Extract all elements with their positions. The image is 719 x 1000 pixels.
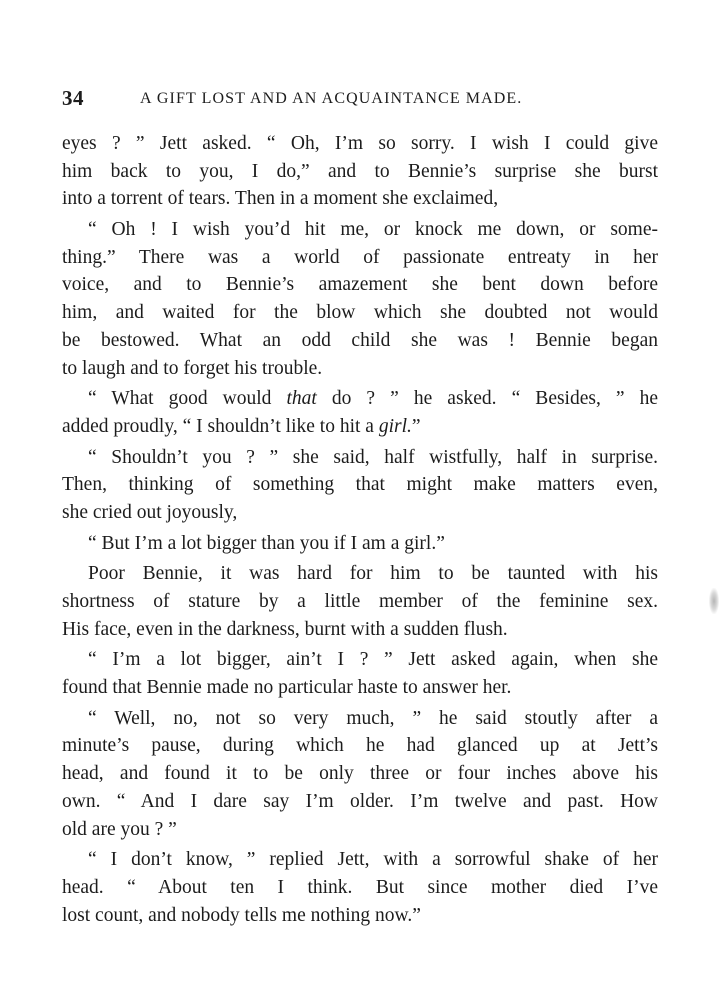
text-line <box>62 760 658 788</box>
text-segment: she cried out joyously, <box>62 501 238 523</box>
text-segment: “ I don’t know, ” replied Jett, with a sorrowful shake of her <box>88 849 658 871</box>
text-segment: His face, even in the darkness, burnt with a sudden flush. <box>62 618 508 640</box>
text-line <box>62 646 658 674</box>
text-line <box>62 130 658 158</box>
text-segment: added proudly, “ I shouldn’t like to hit a <box>62 415 379 437</box>
text-line <box>62 674 658 702</box>
text-line <box>62 902 658 930</box>
text-segment: into a torrent of tears. Then in a moment she exclaimed, <box>62 188 499 210</box>
text-segment: “ Oh ! I wish you’d hit me, or knock me down, or some- <box>88 219 658 241</box>
text-segment: “ Shouldn’t you ? ” she said, half wistfully, half in surprise. <box>88 446 658 468</box>
text-segment: ” <box>411 415 421 437</box>
text-segment: minute’s pause, during which he had glanced up at Jett’s <box>62 735 658 757</box>
italic-text: girl. <box>378 415 412 437</box>
text-segment: be bestowed. What an odd child she was ! Bennie began <box>62 329 658 351</box>
text-line <box>62 327 658 355</box>
text-line <box>62 158 658 186</box>
page-number: 34 <box>62 86 84 110</box>
text-segment: own. “ And I dare say I’m older. I’m twelve and past. How <box>62 790 658 812</box>
running-head: A GIFT LOST AND AN ACQUAINTANCE MADE. <box>140 90 523 107</box>
text-segment: head. “ About ten I think. But since mother died I’ve <box>62 876 658 898</box>
text-line <box>62 874 658 902</box>
text-segment: “ I’m a lot bigger, ain’t I ? ” Jett asked again, when she <box>88 649 658 671</box>
text-segment: shortness of stature by a little member of the feminine sex. <box>62 591 658 612</box>
text-line <box>62 588 658 616</box>
text-line <box>62 616 658 644</box>
text-segment: Poor Bennie, it was hard for him to be taunted with his <box>88 563 658 585</box>
text-line <box>62 185 658 213</box>
text-segment: old are you ? ” <box>62 818 177 840</box>
text-line <box>62 705 658 733</box>
text-line <box>62 444 658 472</box>
page-smudge <box>709 588 719 614</box>
text-line <box>62 471 658 499</box>
body-text <box>62 130 658 929</box>
text-line <box>62 499 658 527</box>
text-segment: him back to you, I do,” and to Bennie’s surprise she burst <box>62 160 658 182</box>
text-line <box>62 530 658 558</box>
text-line <box>62 299 658 327</box>
text-line <box>62 216 658 244</box>
text-line <box>62 355 658 383</box>
text-line <box>62 413 658 441</box>
text-segment: head, and found it to be only three or four inches above his <box>62 763 658 785</box>
text-segment: voice, and to Bennie’s amazement she bent down before <box>62 274 658 296</box>
text-segment: “ Well, no, not so very much, ” he said stoutly after a <box>88 707 658 729</box>
text-line <box>62 385 658 413</box>
text-segment: thing.” There was a world of passionate entreaty in her <box>62 246 658 268</box>
text-segment: found that Bennie made no particular haste to answer her. <box>62 677 512 699</box>
text-line <box>62 788 658 816</box>
text-line <box>62 560 658 588</box>
text-segment: to laugh and to forget his trouble. <box>62 357 323 379</box>
text-segment: “ What good would <box>88 388 287 410</box>
text-line <box>62 244 658 272</box>
page-header <box>62 86 662 116</box>
text-segment: “ But I’m a lot bigger than you if I am a girl.” <box>88 532 445 554</box>
text-line <box>62 271 658 299</box>
italic-text: that <box>286 388 317 410</box>
text-segment: do ? ” he asked. “ Besides, ” he <box>316 388 659 410</box>
text-line <box>62 816 658 844</box>
text-segment: him, and waited for the blow which she doubted not would <box>62 302 658 324</box>
text-line <box>62 846 658 874</box>
text-line <box>62 732 658 760</box>
text-segment: eyes ? ” Jett asked. “ Oh, I’m so sorry. I wish I could give <box>62 133 658 154</box>
text-segment: lost count, and nobody tells me nothing now.” <box>62 904 421 926</box>
text-segment: Then, thinking of something that might make matters even, <box>62 474 658 496</box>
